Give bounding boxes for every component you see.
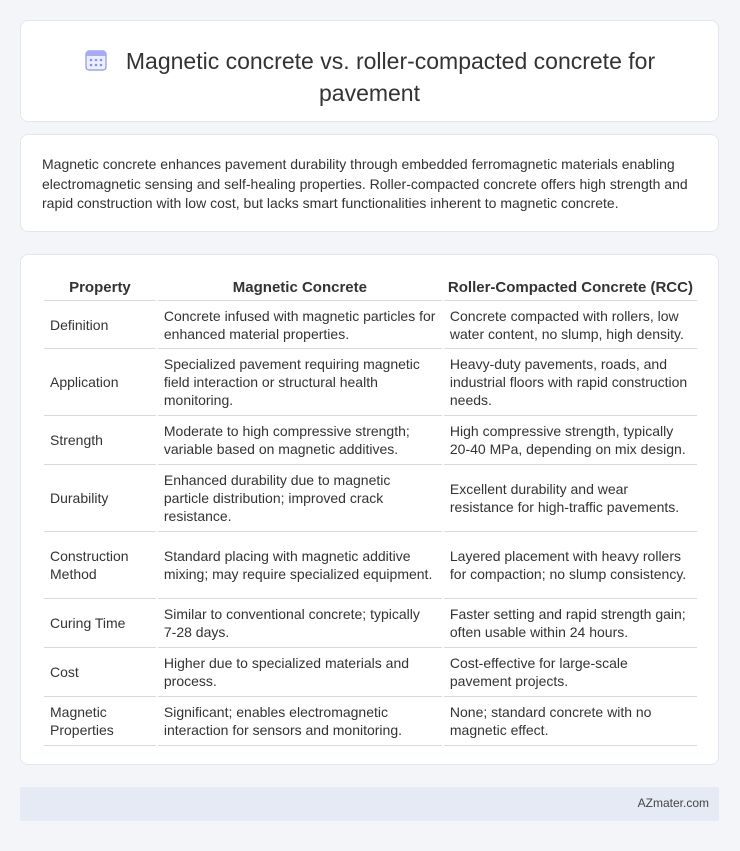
- property-cell: Construction Method: [44, 532, 156, 599]
- magnetic-cell: Concrete infused with magnetic particles for enhanced material properties.: [158, 301, 442, 349]
- table-row: [44, 416, 697, 465]
- property-cell: Application: [44, 349, 156, 416]
- footer: [20, 787, 719, 821]
- magnetic-cell: Standard placing with magnetic additive mixing; may require specialized equipment.: [158, 532, 442, 599]
- property-cell: Durability: [44, 465, 156, 532]
- magnetic-cell: Similar to conventional concrete; typically 7-28 days.: [158, 599, 442, 648]
- rcc-cell: Layered placement with heavy rollers for compaction; no slump consistency.: [444, 532, 697, 599]
- magnetic-cell: Specialized pavement requiring magnetic field interaction or structural health monitoring.: [158, 349, 442, 416]
- rcc-cell: Heavy-duty pavements, roads, and industrial floors with rapid construction needs.: [444, 349, 697, 416]
- rcc-cell: High compressive strength, typically 20-40 MPa, depending on mix design.: [444, 416, 697, 465]
- comparison-table: [42, 275, 699, 746]
- magnetic-cell: Moderate to high compressive strength; variable based on magnetic additives.: [158, 416, 442, 465]
- comparison-card: [20, 254, 719, 765]
- page-title-text: Magnetic concrete vs. roller-compacted concrete for pavement: [125, 48, 656, 106]
- property-cell: Magnetic Properties: [44, 697, 156, 746]
- magnetic-cell: Enhanced durability due to magnetic particle distribution; improved crack resistance.: [158, 465, 442, 532]
- table-row: [44, 599, 697, 648]
- header-rcc: Roller-Compacted Concrete (RCC): [444, 275, 697, 301]
- rcc-cell: Excellent durability and wear resistance for high-traffic pavements.: [444, 465, 697, 532]
- header-magnetic-concrete: Magnetic Concrete: [158, 275, 442, 301]
- page-title: [21, 45, 718, 109]
- table-row: [44, 648, 697, 697]
- title-card: [20, 20, 719, 122]
- table-row: [44, 349, 697, 416]
- property-cell: Curing Time: [44, 599, 156, 648]
- header-property: Property: [44, 275, 156, 301]
- table-row: [44, 697, 697, 746]
- rcc-cell: Concrete compacted with rollers, low water content, no slump, high density.: [444, 301, 697, 349]
- table-row: [44, 301, 697, 349]
- footer-brand[interactable]: AZmater.com: [637, 796, 709, 810]
- property-cell: Strength: [44, 416, 156, 465]
- magnetic-cell: Significant; enables electromagnetic interaction for sensors and monitoring.: [158, 697, 442, 746]
- rcc-cell: Faster setting and rapid strength gain; often usable within 24 hours.: [444, 599, 697, 648]
- calendar-icon: [84, 48, 108, 72]
- table-header-row: [44, 275, 697, 301]
- property-cell: Definition: [44, 301, 156, 349]
- rcc-cell: Cost-effective for large-scale pavement projects.: [444, 648, 697, 697]
- description-text: Magnetic concrete enhances pavement durability through embedded ferromagnetic materials enabling electromagnetic sensing and self-healing properties. Roller-compacted concrete offers high strength and rapid construction with low cost, but lacks smart functionalities inherent to magnetic concrete.: [42, 156, 688, 211]
- table-row: [44, 532, 697, 599]
- magnetic-cell: Higher due to specialized materials and process.: [158, 648, 442, 697]
- description-card: [20, 134, 719, 232]
- rcc-cell: None; standard concrete with no magnetic effect.: [444, 697, 697, 746]
- property-cell: Cost: [44, 648, 156, 697]
- table-row: [44, 465, 697, 532]
